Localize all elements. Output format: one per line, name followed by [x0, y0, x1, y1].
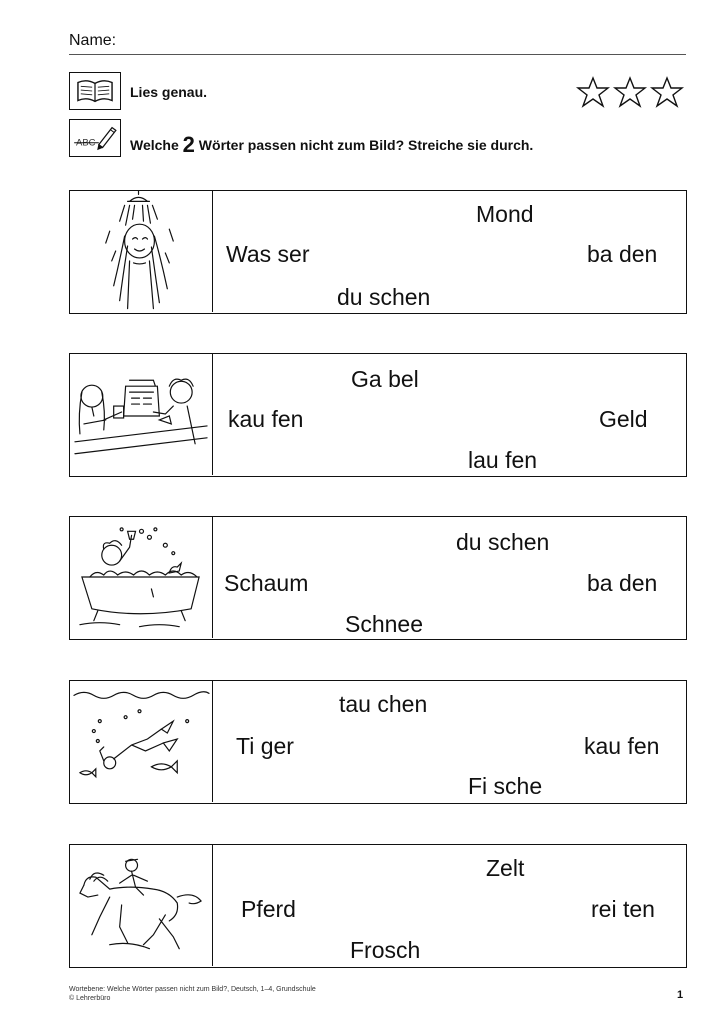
card-5-word-4[interactable]: Frosch [350, 937, 421, 963]
card-1-word-1[interactable]: Mond [476, 201, 534, 227]
instruction-task [130, 132, 533, 158]
task-suffix: Wörter passen nicht zum Bild? Streiche sie durch. [198, 137, 534, 153]
name-label: Name: [69, 32, 117, 49]
exercise-card-5 [69, 844, 687, 968]
svg-text:ABC: ABC [76, 137, 96, 149]
card-3-word-4[interactable]: Schnee [345, 611, 424, 637]
card-5-word-1[interactable]: Zelt [486, 855, 525, 881]
open-book-icon [69, 72, 121, 110]
card-2-word-4[interactable]: lau fen [468, 447, 538, 473]
card-1-word-3[interactable]: ba den [587, 241, 658, 267]
shower-girl-illustration [70, 191, 213, 312]
name-line [69, 54, 686, 55]
card-1-word-4[interactable]: du schen [337, 284, 431, 310]
card-4-word-4[interactable]: Fi sche [468, 773, 543, 799]
diver-fish-illustration [70, 681, 213, 802]
card-5-word-2[interactable]: Pferd [241, 896, 296, 922]
task-number: 2 [182, 132, 195, 157]
pencil-abc-icon [69, 119, 121, 157]
exercise-card-3 [69, 516, 687, 640]
bathtub-foam-illustration [70, 517, 213, 638]
shop-cashier-illustration [70, 354, 213, 475]
card-2-word-2[interactable]: kau fen [228, 406, 304, 432]
exercise-card-2 [69, 353, 687, 477]
three-stars-icon [575, 75, 685, 111]
page-number: 1 [677, 989, 684, 1001]
card-4-word-3[interactable]: kau fen [584, 733, 660, 759]
task-prefix: Welche [130, 137, 179, 153]
instruction-read: Lies genau. [130, 84, 208, 100]
card-5-word-3[interactable]: rei ten [591, 896, 655, 922]
footer-line-1: Wortebene: Welche Wörter passen nicht zum Bild?, Deutsch, 1–4, Grundschule [69, 986, 316, 993]
footer-line-2: © Lehrerbüro [69, 995, 111, 1002]
card-3-word-2[interactable]: Schaum [224, 570, 309, 596]
horse-rider-illustration [70, 845, 213, 966]
exercise-card-1 [69, 190, 687, 314]
card-1-word-2[interactable]: Was ser [226, 241, 310, 267]
card-2-word-1[interactable]: Ga bel [351, 366, 419, 392]
exercise-card-4 [69, 680, 687, 804]
card-3-word-1[interactable]: du schen [456, 529, 550, 555]
card-4-word-2[interactable]: Ti ger [236, 733, 294, 759]
card-4-word-1[interactable]: tau chen [339, 691, 428, 717]
card-3-word-3[interactable]: ba den [587, 570, 658, 596]
footer-credits [69, 985, 316, 1003]
card-2-word-3[interactable]: Geld [599, 406, 648, 432]
